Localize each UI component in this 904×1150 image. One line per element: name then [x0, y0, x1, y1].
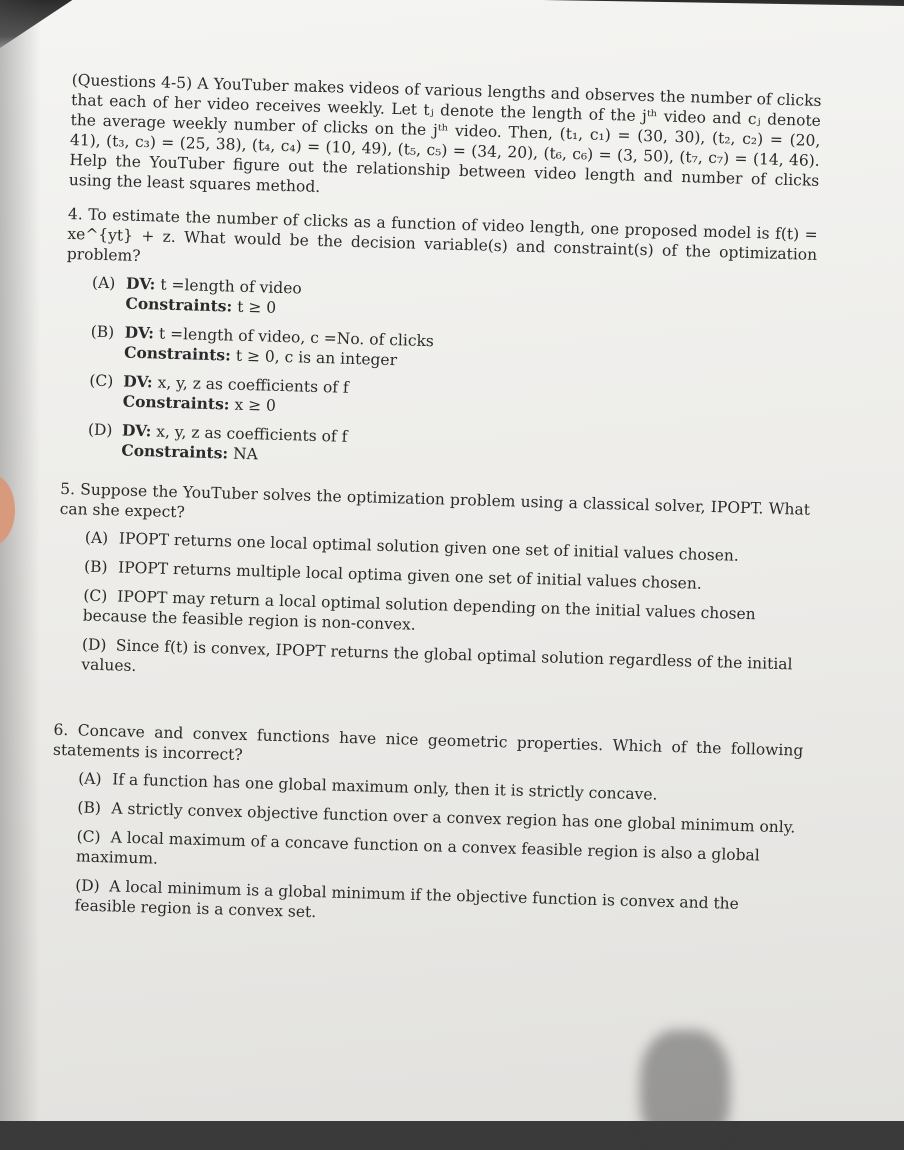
option-letter: (C) — [89, 371, 114, 391]
photo-smudge — [640, 1030, 730, 1150]
option-list — [87, 273, 816, 480]
page-edge-shadow — [0, 0, 40, 1121]
question-4-text — [67, 204, 818, 285]
option-text: If a function has one global maximum only, then it is strictly concave. — [111, 770, 658, 804]
question-5 — [55, 479, 810, 695]
option-letter: (A) — [84, 528, 109, 548]
dv-value: x, y, z as coefficients of f — [155, 422, 348, 446]
option-d — [74, 875, 799, 935]
constraints-label: Constraints: — [121, 440, 229, 463]
option-list — [81, 528, 809, 695]
option-list — [74, 768, 802, 935]
question-prompt: Concave and convex functions have nice geometric properties. Which of the following statements is incorrect? — [52, 721, 804, 765]
dv-label: DV: — [121, 420, 152, 441]
option-text: A local maximum of a concave function on a convex feasible region is also a global maximum. — [75, 828, 760, 868]
dv-value: t =length of video — [160, 275, 302, 298]
option-text: IPOPT returns one local optimal solution given one set of initial values chosen. — [118, 529, 740, 565]
option-letter: (C) — [76, 827, 101, 847]
option-letter: (C) — [83, 586, 108, 606]
option-d — [87, 420, 812, 480]
constraints-label: Constraints: — [122, 391, 230, 414]
option-text: IPOPT returns multiple local optima given one set of initial values chosen. — [117, 558, 703, 593]
dv-label: DV: — [123, 371, 153, 392]
option-text: Since f(t) is convex, IPOPT returns the global optimal solution regardless of the initial values. — [81, 636, 793, 676]
option-letter: (A) — [77, 769, 102, 789]
constraints-value: t ≥ 0 — [236, 297, 277, 317]
question-number: 4. — [67, 204, 84, 224]
dv-label: DV: — [125, 273, 156, 294]
intro-paragraph: (Questions 4-5) A YouTuber makes videos of various lengths and observes the number of clicks that each of her video receives weekly. Let tⱼ denote the length of the jᵗʰ video and cⱼ denote the average weekly number of clicks on the jᵗʰ video. Then, (t₁, c₁) = (30, 30), (t₂, c₂) = (20, 41), (t₃, c₃) = (25, 38), (t₄, c₄) = (10, 49), (t₅, c₅) = (34, 20), (t₆, c₆) = (3, 50), (t₇, c₇) = (14, 46). Help the YouTuber figure out the relationship between video length and number of clicks using the least squares method. — [68, 70, 822, 196]
option-letter: (B) — [90, 322, 115, 342]
question-prompt: Suppose the YouTuber solves the optimization problem using a classical solver, IPOPT. What can she expect? — [59, 480, 811, 522]
option-d — [81, 635, 806, 695]
dv-value: t =length of video, c =No. of clicks — [158, 324, 435, 351]
option-text: A local minimum is a global minimum if the objective function is convex and the feasible region is a convex set. — [74, 877, 740, 922]
question-prompt: To estimate the number of clicks as a function of video length, one proposed model is f(t) = xe^{yt} + z. What would be the decision variable(s) and constraint(s) of the optimization problem? — [66, 205, 818, 265]
constraints-line — [87, 440, 811, 480]
question-6 — [48, 720, 803, 936]
question-number: 5. — [60, 479, 76, 499]
constraints-value: NA — [232, 444, 259, 464]
constraints-value: t ≥ 0, c is an integer — [235, 346, 398, 370]
option-letter: (B) — [77, 798, 102, 818]
dv-value: x, y, z as coefficients of f — [157, 373, 349, 397]
constraints-value: x ≥ 0 — [234, 395, 277, 415]
dv-label: DV: — [124, 322, 155, 343]
option-text: IPOPT may return a local optimal solution depending on the initial values chosen because the feasible region is non-convex. — [82, 587, 756, 634]
question-sheet — [48, 70, 822, 946]
option-letter: (D) — [81, 635, 107, 655]
option-text: A strictly convex objective function over a convex region has one global minimum only. — [111, 799, 796, 837]
question-number: 6. — [53, 720, 69, 740]
option-letter: (A) — [91, 273, 116, 293]
option-letter: (B) — [83, 557, 108, 577]
option-letter: (D) — [74, 876, 101, 896]
question-4 — [61, 204, 818, 480]
constraints-label: Constraints: — [123, 342, 232, 365]
constraints-label: Constraints: — [125, 293, 233, 316]
option-letter: (D) — [87, 420, 113, 440]
